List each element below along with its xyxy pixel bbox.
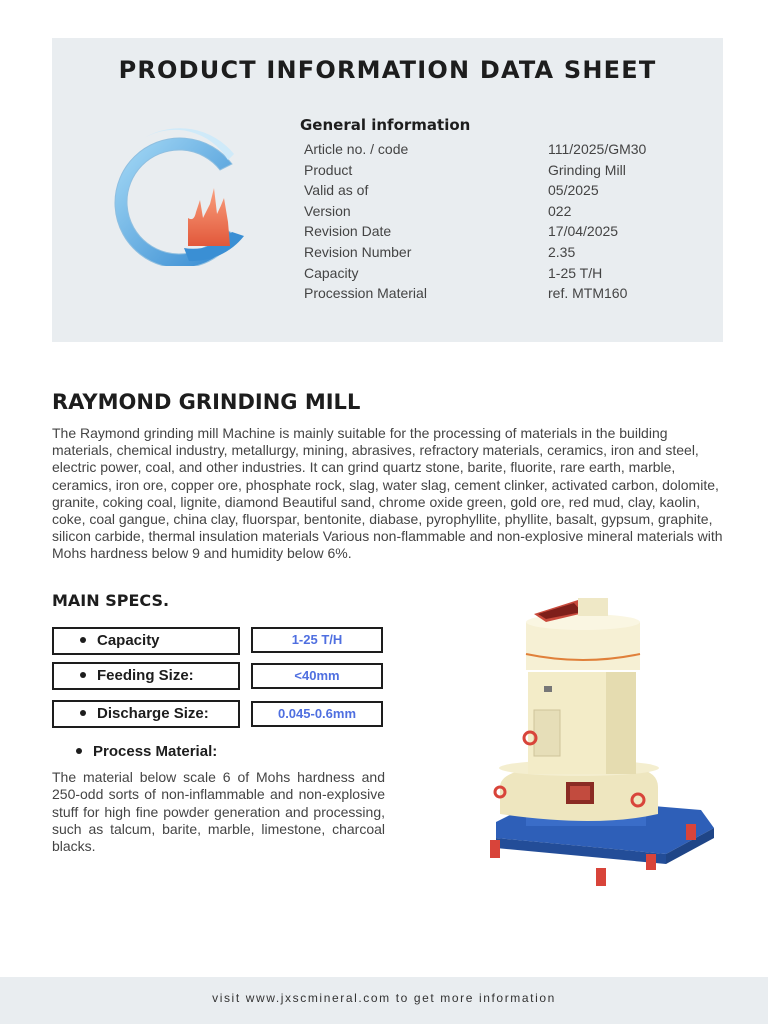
info-value: 17/04/2025 (548, 223, 619, 240)
info-row (304, 160, 704, 181)
info-row (304, 201, 704, 222)
process-material-label (76, 743, 217, 760)
spec-value-capacity: 1-25 T/H (251, 627, 383, 653)
info-label: Article no. / code (304, 141, 409, 157)
info-value: ref. MTM160 (548, 285, 628, 302)
info-row (304, 263, 704, 284)
bullet-icon (76, 748, 82, 754)
spec-label-discharge-size (52, 700, 240, 728)
general-info-heading: General information (300, 116, 471, 134)
bullet-icon (80, 710, 86, 716)
page-title: PRODUCT INFORMATION DATA SHEET (118, 56, 657, 84)
info-label: Capacity (304, 264, 359, 281)
product-description: The Raymond grinding mill Machine is mainly suitable for the processing of materials in the building materials, chemical industry, metallurgy, mining, abrasives, refractory materials, ceramics, iron and steel, electric power, coal, and other industries. It can grind quartz stone, barite, fluorite, rare earth, marble, ceramics, iron ore, copper ore, phosphate rock, slag, water slag, cement clinker, activated carbon, dolomite, granite, coking coal, lignite, diamond Beautiful sand, chrome oxide green, gold ore, red mud, clay, kaolin, coke, coal gangue, china clay, fluorspar, bentonite, diabase, pyrophyllite, phyllite, basalt, gypsum, graphite, silicon carbide, thermal insulation materials Various non-flammable and non-explosive mineral materials with Mohs hardness below 9 and humidity below 6%. (52, 425, 723, 562)
info-row (304, 242, 704, 263)
process-material-text-label: Process Material: (93, 743, 218, 760)
spec-value-feeding-size: <40mm (251, 663, 383, 689)
bullet-icon (80, 637, 86, 643)
header-panel (52, 38, 723, 342)
specs-heading: MAIN SPECS. (52, 591, 170, 610)
info-label: Product (304, 161, 353, 178)
info-value: 111/2025/GM30 (548, 141, 647, 157)
process-material-description: The material below scale 6 of Mohs hardness and 250-odd sorts of non-inflammable and non-explosive stuff for high fine powder generation and processing, such as talcum, barite, marble, limestone, charcoal blacks. (52, 769, 385, 855)
spec-label-capacity (52, 627, 240, 655)
footer-text: visit www.jxscmineral.com to get more information (212, 991, 556, 1005)
info-value: Grinding Mill (548, 161, 626, 178)
info-label: Revision Number (304, 243, 412, 260)
info-value: 022 (548, 202, 572, 219)
grinding-mill-image (486, 592, 718, 888)
info-row (304, 180, 704, 201)
info-row (304, 283, 704, 304)
bullet-icon (80, 672, 86, 678)
info-label: Revision Date (304, 223, 392, 240)
info-row (304, 221, 704, 242)
footer (0, 977, 768, 1024)
spec-label-text: Feeding Size: (97, 667, 194, 684)
company-logo (104, 126, 254, 266)
info-value: 2.35 (548, 243, 576, 260)
general-info-table (304, 139, 704, 304)
info-label: Valid as of (304, 182, 369, 199)
spec-label-feeding-size (52, 662, 240, 690)
spec-label-text: Discharge Size: (97, 705, 209, 722)
section-title: RAYMOND GRINDING MILL (52, 390, 361, 414)
spec-value-discharge-size: 0.045-0.6mm (251, 701, 383, 727)
info-value: 05/2025 (548, 182, 599, 199)
info-label: Procession Material (304, 285, 427, 302)
info-value: 1-25 T/H (548, 264, 603, 281)
spec-label-text: Capacity (97, 632, 160, 649)
info-label: Version (304, 202, 351, 219)
info-row (304, 139, 704, 160)
